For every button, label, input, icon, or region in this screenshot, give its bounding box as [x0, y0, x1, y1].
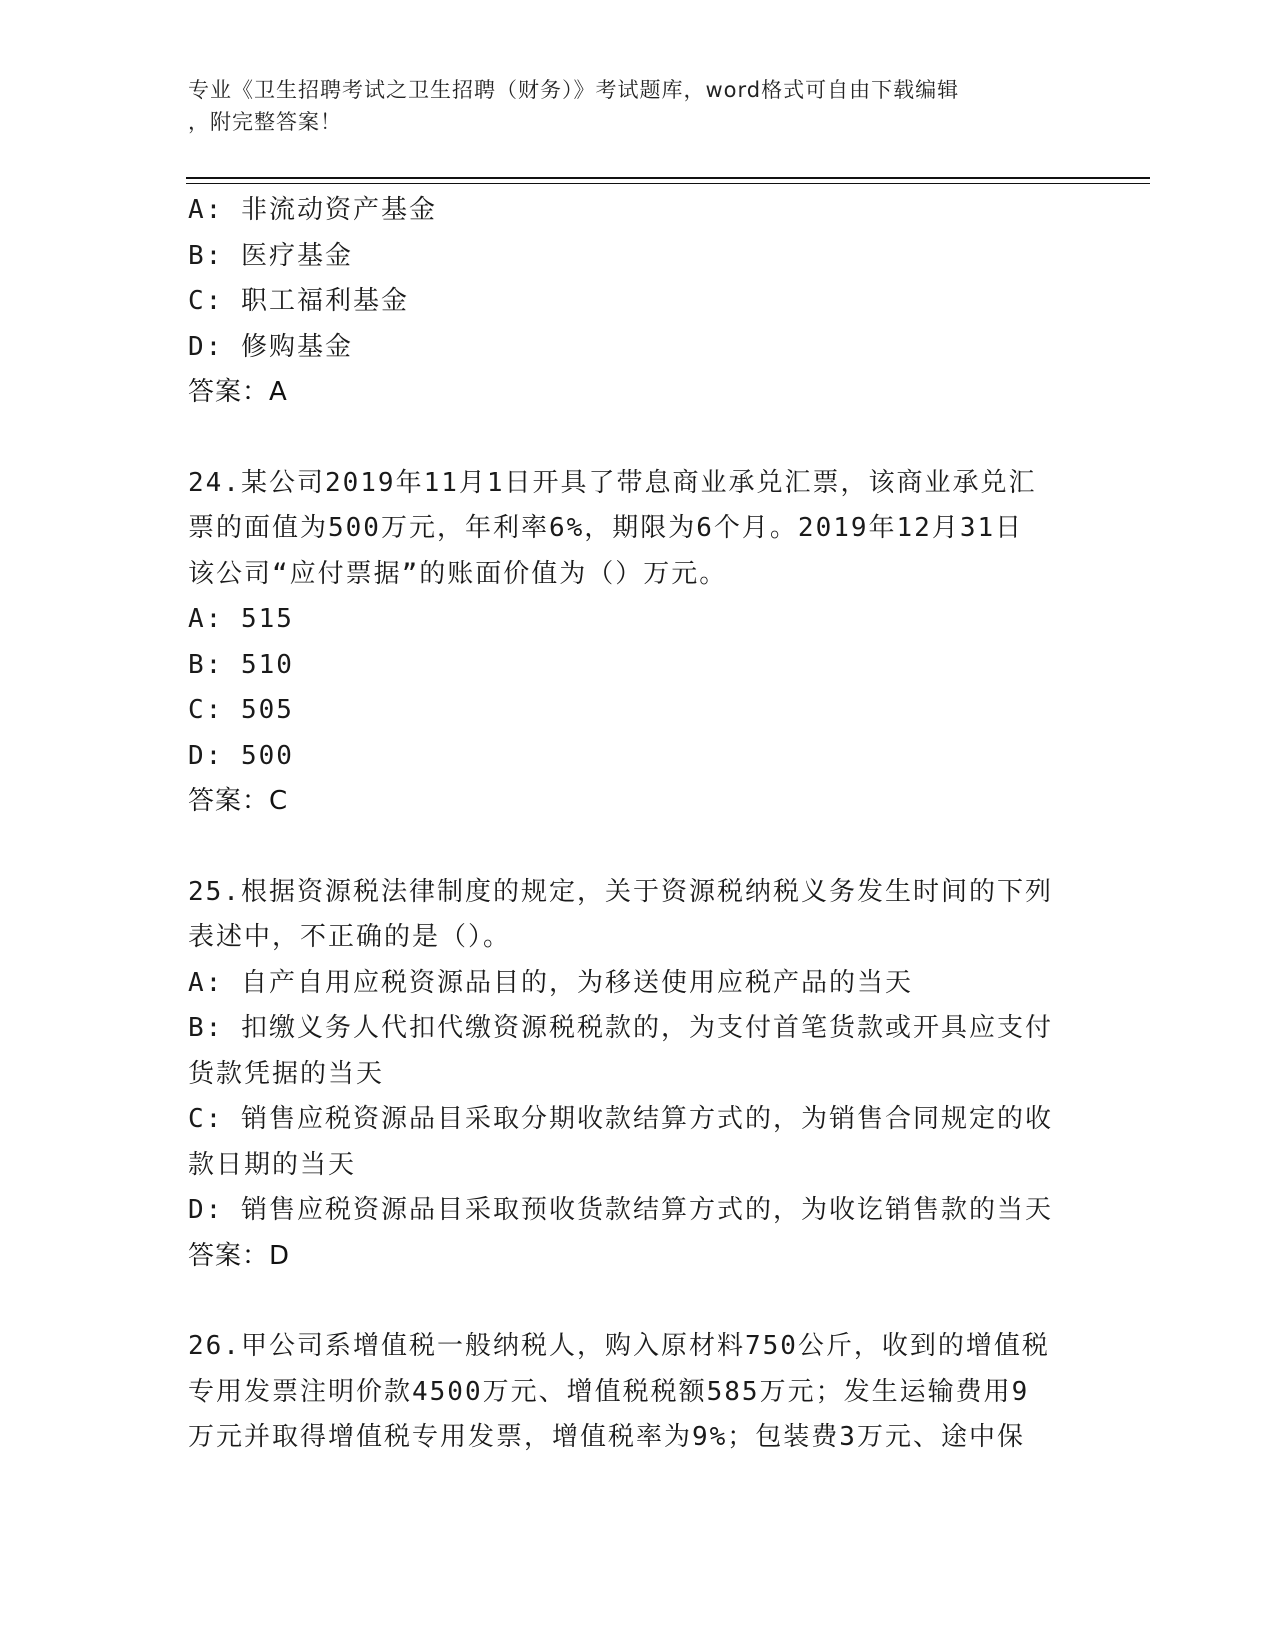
question-stem: 25.根据资源税法律制度的规定，关于资源税纳税义务发生时间的下列 — [188, 876, 1053, 907]
answer: 答案：C — [188, 786, 289, 816]
option-b: B: 扣缴义务人代扣代缴资源税税款的，为支付首笔货款或开具应支付 — [188, 1013, 1053, 1043]
question-stem: 表述中，不正确的是（）。 — [188, 922, 512, 952]
question-stem: 票的面值为500万元，年利率6%，期限为6个月。2019年12月31日 — [188, 513, 1024, 543]
header-divider-thick — [186, 177, 1150, 179]
document-header — [188, 74, 1068, 138]
option-a: A: 自产自用应税资源品目的，为移送使用应税产品的当天 — [188, 967, 913, 998]
question-25 — [188, 870, 1088, 1280]
option-a: A: 非流动资产基金 — [188, 195, 437, 225]
question-stem: 万元并取得增值税专用发票，增值税率为9%；包装费3万元、途中保 — [188, 1422, 1025, 1452]
header-line-2: ，附完整答案！ — [188, 110, 342, 134]
question-stem: 专用发票注明价款4500万元、增值税税额585万元；发生运输费用9 — [188, 1376, 1030, 1407]
option-b: B: 510 — [188, 649, 294, 680]
option-d: D: 修购基金 — [188, 331, 353, 362]
question-26 — [188, 1324, 1088, 1461]
question-stem: 26.甲公司系增值税一般纳税人，购入原材料750公斤，收到的增值税 — [188, 1331, 1050, 1361]
option-c: C: 销售应税资源品目采取分期收款结算方式的，为销售合同规定的收 — [188, 1104, 1053, 1134]
option-b: B: 医疗基金 — [188, 240, 353, 271]
option-b-continued: 货款凭据的当天 — [188, 1058, 385, 1089]
option-d: D: 500 — [188, 740, 294, 771]
answer: 答案：A — [188, 377, 288, 407]
option-a: A: 515 — [188, 604, 294, 634]
header-line-1: 专业《卫生招聘考试之卫生招聘（财务）》考试题库，word格式可自由下载编辑 — [188, 78, 960, 102]
option-c-continued: 款日期的当天 — [188, 1149, 357, 1180]
header-divider-thin — [186, 183, 1150, 184]
document-body — [188, 188, 1088, 1461]
answer: 答案：D — [188, 1240, 291, 1271]
option-c: C: 职工福利基金 — [188, 286, 409, 316]
option-c: C: 505 — [188, 695, 294, 725]
question-24 — [188, 461, 1088, 825]
question-23-options — [188, 188, 1088, 416]
option-d: D: 销售应税资源品目采取预收货款结算方式的，为收讫销售款的当天 — [188, 1195, 1053, 1225]
question-stem: 该公司“应付票据”的账面价值为（）万元。 — [188, 558, 728, 589]
question-stem: 24.某公司2019年11月1日开具了带息商业承兑汇票，该商业承兑汇 — [188, 467, 1037, 498]
